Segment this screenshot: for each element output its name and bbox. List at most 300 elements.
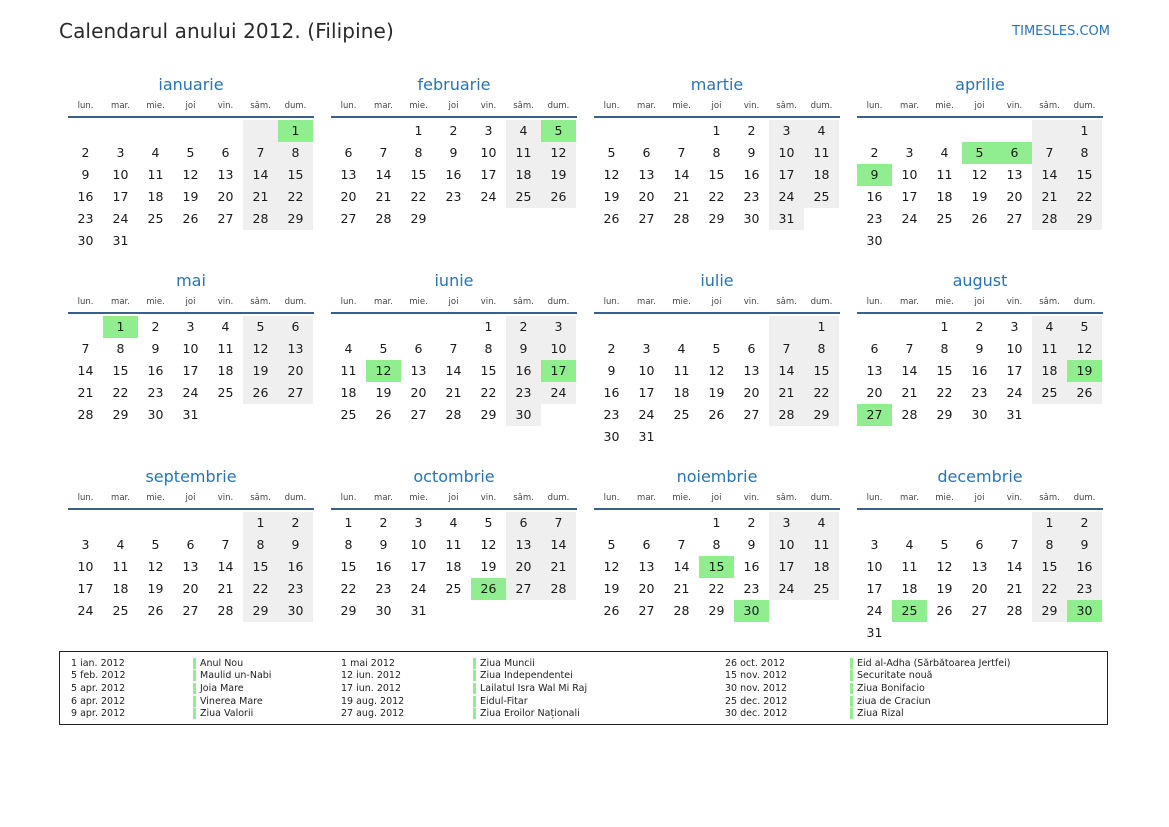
empty-cell — [699, 426, 734, 448]
day-cell: 19 — [936, 581, 953, 596]
day-cell: 26 — [603, 211, 620, 226]
weekday-label: lun. — [340, 297, 357, 307]
day-cell: 29 — [243, 600, 278, 622]
weekday-header — [68, 490, 314, 510]
weekday-label: lun. — [866, 101, 883, 111]
weekday-label: lun. — [603, 493, 620, 503]
day-cell: 11 — [340, 363, 357, 378]
day-cell: 23 — [147, 385, 164, 400]
day-cell: 29 — [340, 603, 357, 618]
day-cell: 19 — [603, 189, 620, 204]
day-cell: 20 — [638, 189, 655, 204]
site-link[interactable]: TIMESLES.COM — [1012, 24, 1110, 39]
weekday-label: joi — [974, 297, 985, 307]
holiday-row — [725, 682, 1010, 695]
day-cell: 14 — [673, 559, 690, 574]
day-cell: 31 — [1006, 407, 1023, 422]
day-cell: 13 — [506, 534, 541, 556]
weekday-label: joi — [185, 101, 196, 111]
day-cell: 28 — [375, 211, 392, 226]
day-cell: 17 — [638, 385, 655, 400]
empty-cell — [366, 316, 401, 338]
month-name: martie — [690, 75, 744, 94]
month-name: noiembrie — [676, 467, 758, 486]
empty-cell — [892, 512, 927, 534]
month-iunie — [331, 270, 577, 466]
day-cell: 23 — [375, 581, 392, 596]
empty-cell — [208, 120, 243, 142]
day-cell: 18 — [340, 385, 357, 400]
day-cell: 28 — [673, 603, 690, 618]
day-cell: 8 — [940, 341, 949, 356]
day-cell: 30 — [278, 600, 313, 622]
month-name: mai — [176, 271, 206, 290]
weekday-label: joi — [711, 297, 722, 307]
day-cell: 26 — [603, 603, 620, 618]
day-cell: 6 — [747, 341, 756, 356]
empty-cell — [734, 316, 769, 338]
holiday-name: Eid al-Adha (Sărbătoarea Jertfei) — [850, 658, 1010, 669]
weekday-label: lun. — [340, 101, 357, 111]
holiday-row — [71, 657, 271, 670]
day-cell: 20 — [410, 385, 427, 400]
day-cell: 27 — [506, 578, 541, 600]
day-cell: 15 — [410, 167, 427, 182]
empty-cell — [471, 600, 506, 622]
empty-cell — [892, 316, 927, 338]
day-cell: 25 — [445, 581, 462, 596]
empty-cell — [243, 120, 278, 142]
day-cell: 12 — [603, 167, 620, 182]
day-cell: 22 — [340, 581, 357, 596]
day-cell: 5 — [379, 341, 388, 356]
day-cell: 27 — [182, 603, 199, 618]
day-cell: 4 — [940, 145, 949, 160]
day-cell: 1 — [484, 319, 493, 334]
weekday-label: mie. — [409, 101, 428, 111]
empty-cell — [208, 230, 243, 252]
day-cell: 9 — [975, 341, 984, 356]
weekday-label: mar. — [637, 493, 656, 503]
day-cell: 18 — [217, 363, 234, 378]
day-cell: 14 — [901, 363, 918, 378]
day-cell: 11 — [217, 341, 234, 356]
holiday-name: Lailatul Isra Wal Mi Raj — [473, 683, 587, 694]
weekday-label: dum. — [1073, 297, 1096, 307]
day-cell: 21 — [1032, 186, 1067, 208]
weekday-label: sâm. — [513, 297, 534, 307]
day-grid — [68, 120, 314, 252]
day-cell: 19 — [971, 189, 988, 204]
day-cell: 12 — [708, 363, 725, 378]
day-cell: 27 — [857, 404, 892, 426]
month-name: aprilie — [955, 75, 1005, 94]
day-cell: 24 — [901, 211, 918, 226]
weekday-label: mie. — [409, 493, 428, 503]
weekday-label: dum. — [547, 297, 570, 307]
empty-cell — [664, 426, 699, 448]
empty-cell — [278, 404, 313, 426]
weekday-label: vin. — [743, 493, 760, 503]
empty-cell — [664, 512, 699, 534]
day-cell: 2 — [379, 515, 388, 530]
day-cell: 1 — [712, 123, 721, 138]
day-cell: 2 — [506, 316, 541, 338]
day-cell: 25 — [1032, 382, 1067, 404]
day-cell: 10 — [480, 145, 497, 160]
empty-cell — [173, 230, 208, 252]
day-cell: 19 — [1067, 360, 1102, 382]
day-cell: 20 — [217, 189, 234, 204]
weekday-label: mar. — [900, 493, 919, 503]
holiday-column — [725, 657, 1010, 720]
day-cell: 29 — [708, 211, 725, 226]
day-cell: 25 — [673, 407, 690, 422]
holiday-row — [725, 695, 1010, 708]
empty-cell — [436, 208, 471, 230]
empty-cell — [629, 512, 664, 534]
day-cell: 27 — [217, 211, 234, 226]
day-cell: 30 — [971, 407, 988, 422]
weekday-header — [594, 98, 840, 118]
month-aprilie — [857, 74, 1103, 270]
months-grid — [68, 74, 1102, 662]
empty-cell — [804, 208, 839, 230]
day-cell: 4 — [1032, 316, 1067, 338]
day-cell: 11 — [936, 167, 953, 182]
weekday-label: mie. — [935, 493, 954, 503]
day-cell: 12 — [182, 167, 199, 182]
day-cell: 2 — [607, 341, 616, 356]
day-cell: 12 — [366, 360, 401, 382]
month-name: ianuarie — [158, 75, 224, 94]
holiday-row — [725, 707, 1010, 720]
day-cell: 23 — [866, 211, 883, 226]
day-cell: 10 — [769, 142, 804, 164]
empty-cell — [138, 230, 173, 252]
day-cell: 15 — [340, 559, 357, 574]
day-cell: 26 — [708, 407, 725, 422]
day-cell: 19 — [375, 385, 392, 400]
month-decembrie — [857, 466, 1103, 662]
day-cell: 23 — [77, 211, 94, 226]
empty-cell — [857, 316, 892, 338]
holiday-row — [71, 707, 271, 720]
day-cell: 25 — [804, 186, 839, 208]
day-cell: 7 — [677, 537, 686, 552]
empty-cell — [138, 120, 173, 142]
day-cell: 3 — [642, 341, 651, 356]
day-cell: 3 — [186, 319, 195, 334]
day-cell: 17 — [77, 581, 94, 596]
day-cell: 1 — [1067, 120, 1102, 142]
weekday-label: mar. — [637, 101, 656, 111]
empty-cell — [927, 230, 962, 252]
day-cell: 7 — [769, 338, 804, 360]
month-name: octombrie — [413, 467, 495, 486]
weekday-label: sâm. — [513, 101, 534, 111]
day-cell: 5 — [1067, 316, 1102, 338]
weekday-label: mie. — [146, 297, 165, 307]
day-cell: 28 — [1032, 208, 1067, 230]
empty-cell — [594, 120, 629, 142]
day-cell: 30 — [734, 600, 769, 622]
day-cell: 4 — [116, 537, 125, 552]
day-cell: 11 — [1032, 338, 1067, 360]
weekday-header — [331, 294, 577, 314]
day-cell: 17 — [1006, 363, 1023, 378]
holiday-row — [341, 670, 587, 683]
day-cell: 14 — [541, 534, 576, 556]
day-cell: 20 — [182, 581, 199, 596]
empty-cell — [927, 512, 962, 534]
day-cell: 8 — [1032, 534, 1067, 556]
day-grid — [594, 120, 840, 230]
day-cell: 19 — [147, 581, 164, 596]
day-cell: 22 — [804, 382, 839, 404]
weekday-header — [594, 294, 840, 314]
day-cell: 22 — [480, 385, 497, 400]
day-cell: 24 — [769, 578, 804, 600]
holiday-column — [71, 657, 271, 720]
weekday-label: joi — [711, 101, 722, 111]
day-cell: 4 — [677, 341, 686, 356]
day-cell: 6 — [278, 316, 313, 338]
day-cell: 23 — [506, 382, 541, 404]
holiday-date: 30 dec. 2012 — [725, 708, 788, 720]
page-title: Calendarul anului 2012. (Filipine) — [59, 19, 394, 43]
day-cell: 14 — [445, 363, 462, 378]
day-cell: 29 — [480, 407, 497, 422]
weekday-header — [331, 490, 577, 510]
holiday-row — [71, 682, 271, 695]
empty-cell — [997, 512, 1032, 534]
weekday-header — [331, 98, 577, 118]
weekday-label: sâm. — [250, 297, 271, 307]
day-cell: 24 — [1006, 385, 1023, 400]
empty-cell — [243, 404, 278, 426]
day-cell: 8 — [804, 338, 839, 360]
day-cell: 16 — [1067, 556, 1102, 578]
holiday-column — [341, 657, 587, 720]
month-name: decembrie — [937, 467, 1023, 486]
day-cell: 27 — [971, 603, 988, 618]
day-cell: 1 — [712, 515, 721, 530]
day-cell: 19 — [480, 559, 497, 574]
day-cell: 15 — [278, 164, 313, 186]
day-cell: 4 — [449, 515, 458, 530]
day-cell: 25 — [217, 385, 234, 400]
day-cell: 1 — [278, 120, 313, 142]
holiday-row — [341, 657, 587, 670]
day-cell: 5 — [151, 537, 160, 552]
empty-cell — [664, 120, 699, 142]
day-cell: 8 — [278, 142, 313, 164]
day-cell: 12 — [1067, 338, 1102, 360]
month-name: iulie — [700, 271, 734, 290]
day-cell: 17 — [410, 559, 427, 574]
day-cell: 22 — [243, 578, 278, 600]
month-noiembrie — [594, 466, 840, 662]
empty-cell — [962, 120, 997, 142]
day-cell: 2 — [81, 145, 90, 160]
day-cell: 13 — [743, 363, 760, 378]
day-cell: 15 — [708, 167, 725, 182]
day-cell: 18 — [506, 164, 541, 186]
holiday-name: Maulid un-Nabi — [193, 670, 271, 681]
empty-cell — [68, 512, 103, 534]
day-cell: 21 — [769, 382, 804, 404]
empty-cell — [366, 120, 401, 142]
weekday-label: sâm. — [250, 101, 271, 111]
holiday-date: 12 iun. 2012 — [341, 670, 402, 682]
day-cell: 31 — [866, 625, 883, 640]
day-cell: 30 — [866, 233, 883, 248]
day-cell: 14 — [77, 363, 94, 378]
day-cell: 16 — [445, 167, 462, 182]
day-cell: 30 — [375, 603, 392, 618]
day-cell: 20 — [866, 385, 883, 400]
day-cell: 29 — [1032, 600, 1067, 622]
day-cell: 13 — [971, 559, 988, 574]
day-cell: 10 — [410, 537, 427, 552]
day-cell: 28 — [77, 407, 94, 422]
day-cell: 8 — [344, 537, 353, 552]
day-cell: 17 — [769, 556, 804, 578]
day-cell: 21 — [673, 189, 690, 204]
day-cell: 8 — [414, 145, 423, 160]
day-cell: 22 — [936, 385, 953, 400]
day-cell: 3 — [81, 537, 90, 552]
day-cell: 7 — [905, 341, 914, 356]
day-cell: 25 — [112, 603, 129, 618]
day-cell: 15 — [112, 363, 129, 378]
day-cell: 7 — [81, 341, 90, 356]
holiday-date: 25 dec. 2012 — [725, 695, 788, 707]
weekday-label: dum. — [284, 493, 307, 503]
weekday-label: mie. — [672, 101, 691, 111]
day-cell: 15 — [480, 363, 497, 378]
day-cell: 17 — [901, 189, 918, 204]
holiday-name: Anul Nou — [193, 658, 243, 669]
day-cell: 11 — [804, 534, 839, 556]
day-cell: 28 — [243, 208, 278, 230]
day-cell: 29 — [410, 211, 427, 226]
empty-cell — [1032, 622, 1067, 644]
day-cell: 16 — [506, 360, 541, 382]
weekday-label: sâm. — [776, 101, 797, 111]
weekday-label: vin. — [1006, 493, 1023, 503]
holiday-date: 19 aug. 2012 — [341, 695, 405, 707]
empty-cell — [997, 230, 1032, 252]
day-cell: 17 — [541, 360, 576, 382]
day-cell: 3 — [484, 123, 493, 138]
day-cell: 22 — [112, 385, 129, 400]
day-grid — [68, 512, 314, 622]
day-cell: 12 — [541, 142, 576, 164]
day-cell: 7 — [1032, 142, 1067, 164]
holiday-date: 5 feb. 2012 — [71, 670, 126, 682]
day-grid — [594, 512, 840, 622]
day-cell: 6 — [221, 145, 230, 160]
weekday-label: mar. — [900, 297, 919, 307]
day-cell: 18 — [901, 581, 918, 596]
empty-cell — [699, 316, 734, 338]
day-cell: 22 — [1032, 578, 1067, 600]
day-cell: 8 — [712, 145, 721, 160]
holiday-date: 9 apr. 2012 — [71, 708, 126, 720]
day-cell: 12 — [147, 559, 164, 574]
weekday-label: lun. — [603, 101, 620, 111]
day-cell: 24 — [769, 186, 804, 208]
empty-cell — [173, 120, 208, 142]
day-cell: 20 — [1006, 189, 1023, 204]
day-cell: 12 — [971, 167, 988, 182]
empty-cell — [401, 316, 436, 338]
empty-cell — [857, 512, 892, 534]
day-cell: 3 — [1010, 319, 1019, 334]
holiday-name: Joia Mare — [193, 683, 244, 694]
day-cell: 14 — [217, 559, 234, 574]
day-cell: 26 — [243, 382, 278, 404]
empty-cell — [769, 316, 804, 338]
weekday-label: sâm. — [250, 493, 271, 503]
day-cell: 6 — [506, 512, 541, 534]
holiday-date: 30 nov. 2012 — [725, 682, 788, 694]
day-cell: 6 — [997, 142, 1032, 164]
empty-cell — [927, 120, 962, 142]
day-cell: 29 — [804, 404, 839, 426]
month-ianuarie — [68, 74, 314, 270]
day-cell: 5 — [607, 145, 616, 160]
day-cell: 23 — [743, 189, 760, 204]
day-cell: 4 — [221, 319, 230, 334]
empty-cell — [1067, 404, 1102, 426]
day-cell: 20 — [743, 385, 760, 400]
weekday-label: vin. — [217, 493, 234, 503]
day-cell: 19 — [708, 385, 725, 400]
weekday-label: lun. — [77, 493, 94, 503]
day-cell: 2 — [449, 123, 458, 138]
weekday-label: vin. — [743, 101, 760, 111]
weekday-label: joi — [974, 101, 985, 111]
empty-cell — [664, 316, 699, 338]
day-cell: 13 — [1006, 167, 1023, 182]
holiday-row — [341, 695, 587, 708]
day-cell: 21 — [1006, 581, 1023, 596]
day-cell: 26 — [471, 578, 506, 600]
day-cell: 24 — [77, 603, 94, 618]
day-cell: 16 — [971, 363, 988, 378]
day-cell: 23 — [603, 407, 620, 422]
holiday-name: Ziua Valorii — [193, 708, 253, 719]
day-grid — [331, 512, 577, 622]
weekday-label: mar. — [900, 101, 919, 111]
holiday-name: Securitate nouă — [850, 670, 932, 681]
day-cell: 9 — [1067, 534, 1102, 556]
day-cell: 6 — [642, 145, 651, 160]
day-cell: 10 — [77, 559, 94, 574]
day-cell: 1 — [414, 123, 423, 138]
month-name: iunie — [434, 271, 474, 290]
day-cell: 27 — [743, 407, 760, 422]
weekday-label: lun. — [603, 297, 620, 307]
day-cell: 8 — [116, 341, 125, 356]
weekday-label: lun. — [866, 493, 883, 503]
weekday-label: dum. — [547, 101, 570, 111]
day-cell: 21 — [217, 581, 234, 596]
weekday-label: vin. — [480, 101, 497, 111]
